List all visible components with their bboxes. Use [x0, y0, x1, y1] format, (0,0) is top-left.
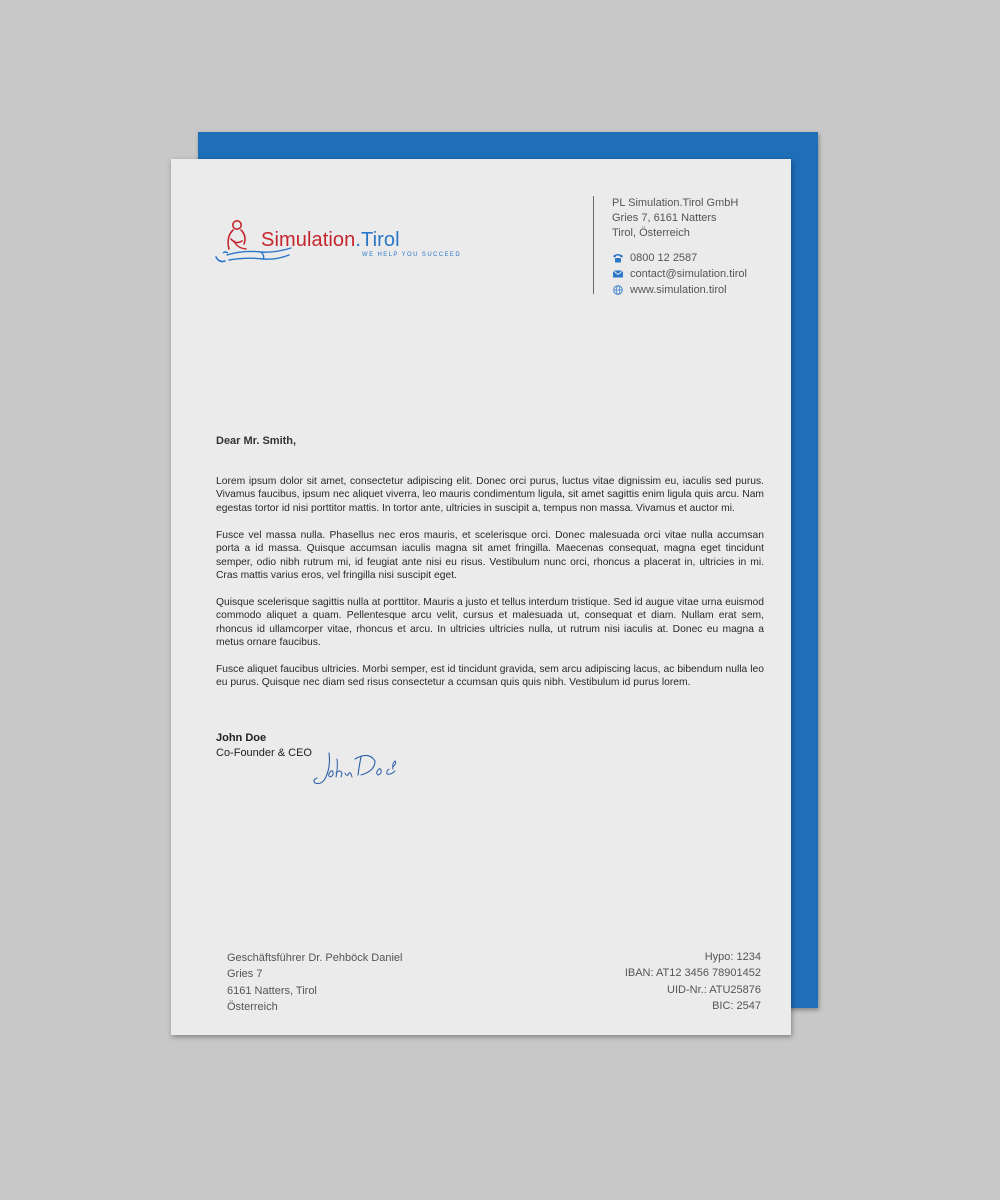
company-street: Gries 7, 6161 Natters: [612, 212, 717, 224]
signer-name: John Doe: [216, 732, 267, 744]
body-paragraph: Fusce aliquet faucibus ultricies. Morbi semper, est id tincidunt gravida, sem arcu adipiscing lacus, ac bibendum nulla leo eu purus. Quisque nec diam sed risus consectetur a ccumsan quis quis nibh. Vestibulum id purus lorem.: [216, 663, 764, 689]
footer-right-line: IBAN: AT12 3456 78901452: [624, 967, 761, 980]
web-row: [612, 282, 747, 298]
company-logo: [213, 217, 462, 271]
body-paragraph: Fusce vel massa nulla. Phasellus nec eros mauris, et scelerisque orci. Donec malesuada orci vitae nulla accumsan porta a id massa. Quisque accumsan iaculis magna sit amet fringilla. Maecenas consequat, magna eget tincidunt semper, odio nibh rutrum mi, id feugiat ante nisi eu risus. Vestibulum nunc orci, rhoncus a placerat in, ultricies in mi. Cras mattis varius eros, vel fringilla nisi suscipit eget.: [216, 529, 764, 581]
signer-title: Co-Founder & CEO: [216, 747, 312, 759]
footer-left-line: Gries 7: [227, 968, 263, 981]
email-row: [612, 266, 747, 282]
footer-right-line: Hypo: 1234: [704, 951, 761, 963]
company-region: Tirol, Österreich: [612, 227, 690, 239]
footer-left-line: 6161 Natters, Tirol: [227, 984, 317, 997]
letter-body: [216, 475, 764, 703]
footer-left-line: Geschäftsführer Dr. Pehböck Daniel: [227, 952, 403, 964]
letter-salutation: Dear Mr. Smith,: [216, 435, 297, 447]
company-name: PL Simulation.Tirol GmbH: [612, 197, 739, 209]
letterhead-page: [171, 159, 791, 1035]
globe-icon: [612, 285, 624, 295]
phone-number: 0800 12 2587: [630, 251, 698, 264]
body-paragraph: Lorem ipsum dolor sit amet, consectetur adipiscing elit. Donec orci purus, luctus vitae dignissim eu, iaculis sed purus. Vivamus faucibus, ipsum nec aliquet viverra, leo mauris condimentum ligula, sit amet sagittis enim ligula quis arcu. Nam egestas tortor id nisi porttitor mattis. In tortor ante, ultricies in suscipit a, tempus non massa. Vivamus et auctor mi.: [216, 476, 764, 514]
logo-wordmark: [261, 229, 400, 251]
logo-name-part1: Simulation: [261, 229, 356, 251]
header-address: [612, 196, 747, 241]
phone-row: [612, 250, 747, 266]
footer-bank-info: [625, 949, 761, 1014]
handwritten-signature: [309, 745, 409, 790]
body-paragraph: Quisque scelerisque sagittis nulla at porttitor. Mauris a justo et tellus interdum tristique. Sed id augue vitae urna euismod commodo aliquet a quam. Pellentesque arcu velit, cursus et malesuada ut, consequat et diam. Nullam erat sem, rhoncus id ullamcorper vitae, rhoncus et arcu. In ultricies ultricies nulla, ut rutrum nisi iaculis at. Donec eu magna a metus ornare faucibus.: [216, 596, 764, 649]
phone-icon: [612, 253, 624, 263]
footer-left-line: Österreich: [227, 1000, 278, 1013]
email-icon: [612, 269, 624, 279]
website-url[interactable]: www.simulation.tirol: [630, 283, 727, 296]
footer-company-info: [227, 950, 402, 1015]
footer-right-line: UID-Nr.: ATU25876: [667, 983, 761, 996]
email-address[interactable]: contact@simulation.tirol: [630, 267, 747, 280]
logo-name-part2: .Tirol: [355, 229, 400, 251]
logo-tagline: WE HELP YOU SUCCEED: [362, 252, 462, 258]
header-contact-block: [593, 196, 747, 294]
footer-right-line: BIC: 2547: [712, 999, 761, 1012]
